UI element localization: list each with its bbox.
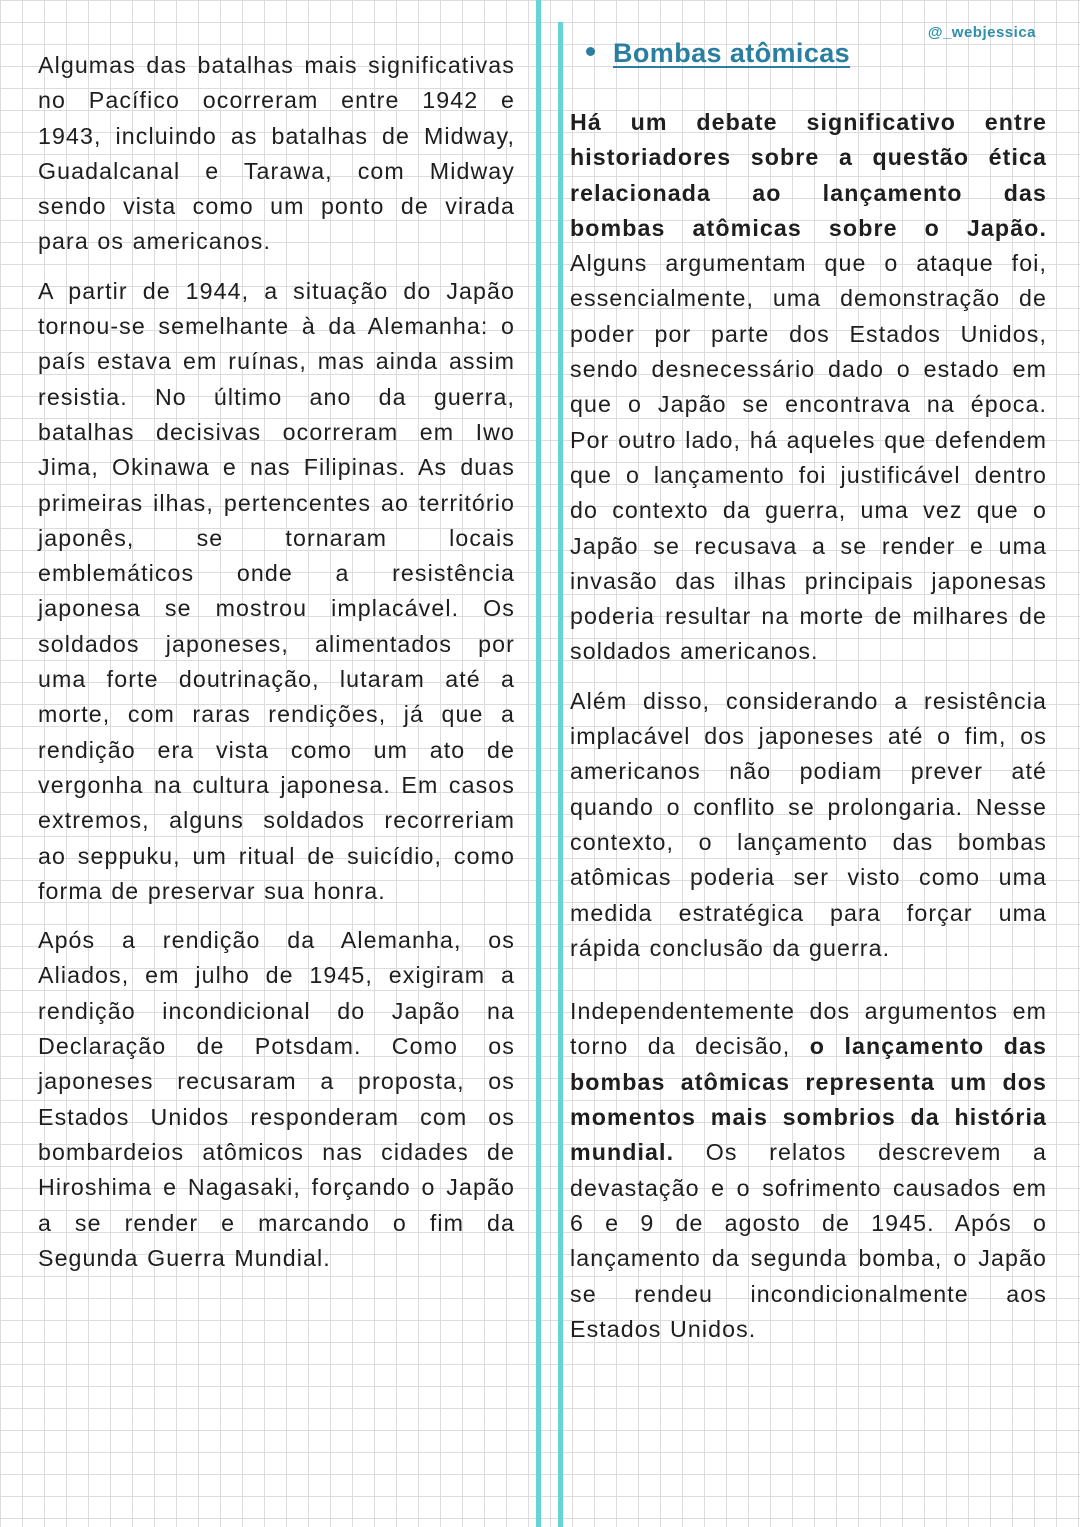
right-column — [570, 105, 1047, 1347]
right-paragraph-3-bold: o lançamento das bombas atômicas representa um dos momentos mais sombrios da história mundial. — [570, 1033, 1047, 1166]
right-paragraph-1 — [570, 105, 1047, 670]
section-heading — [586, 38, 850, 69]
column-divider-left — [536, 0, 541, 1527]
left-column — [38, 48, 515, 1276]
section-heading-text: Bombas atômicas — [613, 38, 851, 68]
left-paragraph-1: Algumas das batalhas mais significativas no Pacífico ocorreram entre 1942 e 1943, incluindo as batalhas de Midway, Guadalcanal e Tarawa, com Midway sendo vista como um ponto de virada para os americanos. — [38, 52, 515, 255]
author-handle: @_webjessica — [927, 24, 1036, 41]
bullet-icon — [586, 47, 595, 56]
right-paragraph-1-bold: Há um debate significativo entre historiadores sobre a questão ética relacionada ao lançamento das bombas atômicas sobre o Japão. — [570, 109, 1047, 241]
right-paragraph-1-text: Alguns argumentam que o ataque foi, essencialmente, uma demonstração de poder por parte dos Estados Unidos, sendo desnecessário dado o estado em que o Japão se encontrava na época. Por outro lado, há aqueles que defendem que o lançamento foi justificável dentro do contexto da guerra, uma vez que o Japão se recusava a se render e uma invasão das ilhas principais japonesas poderia resultar na morte de milhares de soldados americanos. — [570, 250, 1047, 665]
right-paragraph-3-text: Os relatos descrevem a devastação e o sofrimento causados em 6 e 9 de agosto de 1945. Após o lançamento da segunda bomba, o Japão se rendeu incondicionalmente aos Estados Unidos. — [570, 1139, 1047, 1342]
column-divider-right — [558, 22, 563, 1527]
right-paragraph-3-start: Independentemente dos argumentos em torno da decisão, — [570, 998, 1047, 1060]
right-paragraph-3 — [570, 994, 1047, 1347]
left-paragraph-3: Após a rendição da Alemanha, os Aliados, em julho de 1945, exigiram a rendição incondicional do Japão na Declaração de Potsdam. Como os japoneses recusaram a proposta, os Estados Unidos responderam com os bombardeios atômicos nas cidades de Hiroshima e Nagasaki, forçando o Japão a se render e marcando o fim da Segunda Guerra Mundial. — [38, 927, 515, 1271]
left-paragraph-2: A partir de 1944, a situação do Japão tornou-se semelhante à da Alemanha: o país estava em ruínas, mas ainda assim resistia. No último ano da guerra, batalhas decisivas ocorreram em Iwo Jima, Okinawa e nas Filipinas. As duas primeiras ilhas, pertencentes ao território japonês, se tornaram locais emblemáticos onde a resistência japonesa se mostrou implacável. Os soldados japoneses, alimentados por uma forte doutrinação, lutaram até a morte, com raras rendições, já que a rendição era vista como um ato de vergonha na cultura japonesa. Em casos extremos, alguns soldados recorreriam ao seppuku, um ritual de suicídio, como forma de preservar sua honra. — [38, 277, 515, 904]
right-paragraph-2: Além disso, considerando a resistência implacável dos japoneses até o fim, os americanos não podiam prever até quando o conflito se prolongaria. Nesse contexto, o lançamento das bombas atômicas poderia ser visto como uma medida estratégica para forçar uma rápida conclusão da guerra. — [570, 687, 1047, 961]
